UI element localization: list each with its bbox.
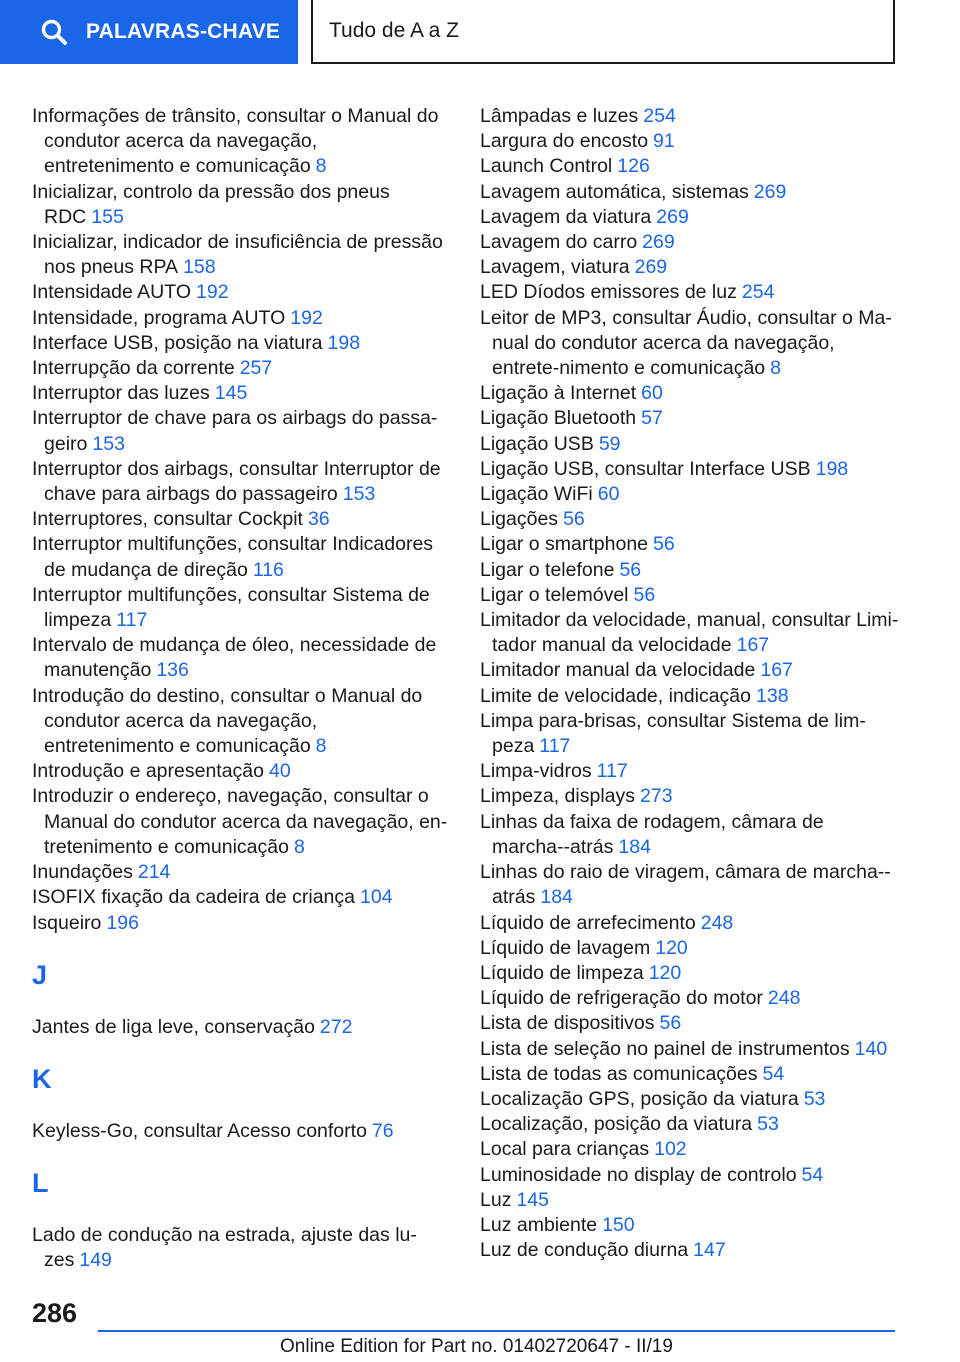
index-entry-text: Lavagem do carro (480, 231, 638, 254)
section-title (311, 0, 895, 64)
index-page-link[interactable]: 104 (360, 886, 393, 909)
index-entry-text: Interface USB, posição na viatura (32, 331, 323, 354)
index-entry (480, 432, 900, 457)
section-title-text: Tudo de A a Z (329, 19, 459, 42)
index-entry-text: Intensidade, programa AUTO (32, 306, 286, 329)
index-page-link[interactable]: 192 (290, 306, 323, 329)
index-entry (480, 406, 900, 431)
index-page-link[interactable]: 53 (757, 1113, 779, 1136)
index-page-link[interactable]: 102 (654, 1138, 687, 1161)
index-entry-text: Intervalo de mudança de óleo, necessidade de manutenção (32, 634, 437, 682)
index-entry-text: Keyless-Go, consultar Acesso conforto (32, 1119, 367, 1142)
index-entry (480, 205, 900, 230)
index-page-link[interactable]: 136 (156, 659, 189, 682)
index-section-letter: L (32, 1168, 49, 1199)
index-entry (480, 1037, 900, 1062)
index-entry-text: Luz de condução diurna (480, 1239, 689, 1262)
index-entry (480, 759, 900, 784)
index-entry (32, 457, 452, 507)
index-page-link[interactable]: 117 (539, 735, 571, 758)
index-entry (480, 482, 900, 507)
index-page-link[interactable]: 184 (618, 835, 651, 858)
index-entry (480, 104, 900, 129)
index-entry (480, 810, 900, 860)
index-entry (480, 1213, 900, 1238)
index-entry-text: Líquido de refrigeração do motor (480, 987, 763, 1010)
index-entry (32, 684, 452, 760)
index-page-link[interactable]: 254 (643, 105, 676, 127)
footer-divider (98, 1330, 895, 1332)
index-entry-text: Luz (480, 1188, 512, 1211)
index-entry (32, 306, 452, 331)
index-entry (480, 986, 900, 1011)
index-page-link[interactable]: 56 (653, 533, 675, 556)
index-entry-text: Líquido de limpeza (480, 961, 644, 984)
index-entry-text: Ligação USB (480, 432, 594, 455)
index-entry-text: Introdução do destino, consultar o Manual do condutor acerca da navegação, entretenimento e comunicação (32, 684, 423, 758)
index-entry (480, 1188, 900, 1213)
index-page-link[interactable]: 59 (598, 432, 621, 455)
index-page-link[interactable]: 273 (640, 785, 673, 808)
keywords-tab[interactable] (0, 0, 298, 64)
index-entry-text: Inicializar, controlo da pressão dos pneus RDC (32, 180, 390, 228)
index-entry (480, 180, 900, 205)
index-entry-text: Intensidade AUTO (32, 281, 191, 304)
index-page-link[interactable]: 167 (760, 659, 793, 682)
index-page-link[interactable]: 56 (619, 558, 642, 581)
index-entry (480, 784, 900, 809)
index-entry-text: Introdução e apresentação (32, 760, 265, 783)
index-page-link[interactable]: 147 (693, 1239, 726, 1262)
index-entry-text: Limpa para-brisas, consultar Sistema de lim-peza (480, 709, 866, 758)
index-entry-text: ISOFIX fixação da cadeira de criança (32, 886, 355, 909)
index-entry-text: Lâmpadas e luzes (480, 105, 639, 127)
index-entry (480, 1238, 900, 1263)
index-entry (480, 457, 900, 482)
index-entry (480, 532, 900, 557)
index-page-link[interactable]: 269 (656, 205, 689, 228)
index-entry (480, 1137, 900, 1162)
index-entry-text: Linhas do raio de viragem, câmara de marcha--atrás (480, 861, 891, 909)
index-entry (32, 230, 452, 280)
index-entry-text: Limpa-vidros (480, 760, 592, 783)
index-entry (480, 911, 900, 936)
index-entry-text: Limite de velocidade, indicação (480, 684, 752, 707)
index-entry-text: Informações de trânsito, consultar o Manual do condutor acerca da navegação, entretenimento e comunicação (32, 105, 439, 178)
index-page-link[interactable]: 257 (239, 357, 273, 380)
index-entry-text: Leitor de MP3, consultar Áudio, consultar o Ma-nual do condutor acerca da navegação, entrete-nimento e comunicação (480, 306, 892, 380)
search-icon (40, 18, 68, 46)
index-entry (480, 381, 900, 406)
index-page-link[interactable]: 167 (736, 634, 770, 657)
index-entry-text: Luz ambiente (480, 1213, 598, 1236)
index-page-link[interactable]: 198 (327, 331, 361, 354)
index-page-link[interactable]: 57 (641, 407, 663, 430)
index-page-link[interactable]: 54 (801, 1163, 824, 1186)
index-entry-text: Ligar o smartphone (480, 533, 649, 556)
index-page-link[interactable]: 158 (183, 256, 216, 279)
index-entry (480, 1062, 900, 1087)
index-entry (480, 961, 900, 986)
index-page-link[interactable]: 60 (641, 382, 663, 405)
index-page-link[interactable]: 36 (307, 508, 330, 531)
index-entry (32, 507, 452, 532)
index-entry-text: Largura do encosto (480, 130, 649, 153)
footer-edition: Online Edition for Part no. 01402720647 - II/19 (280, 1336, 673, 1357)
index-entry (32, 633, 452, 683)
index-entry (32, 356, 452, 381)
index-page-link[interactable]: 254 (741, 281, 775, 304)
index-entry (480, 709, 900, 759)
index-entry (32, 406, 452, 456)
index-entry (480, 230, 900, 255)
index-page-link[interactable]: 116 (252, 558, 284, 581)
index-entry-text: Lavagem da viatura (480, 205, 652, 228)
index-page-link[interactable]: 8 (770, 357, 782, 380)
index-page-link[interactable]: 56 (633, 583, 656, 606)
index-entry-text: Localização GPS, posição da viatura (480, 1087, 799, 1110)
index-page-link[interactable]: 150 (602, 1213, 635, 1236)
index-entry-text: Ligação WiFi (480, 483, 593, 506)
index-page-link[interactable]: 269 (642, 231, 675, 254)
index-entry (32, 860, 452, 885)
index-page-link[interactable]: 196 (106, 911, 139, 934)
index-page-link[interactable]: 53 (803, 1087, 826, 1110)
index-entry-text: Ligar o telefone (480, 558, 615, 581)
index-entry-text: Local para crianças (480, 1138, 650, 1161)
index-entry-text: Luminosidade no display de controlo (480, 1163, 797, 1186)
index-page-link[interactable]: 76 (371, 1119, 394, 1142)
index-page-link[interactable]: 120 (655, 936, 688, 959)
index-entry-text: Líquido de arrefecimento (480, 911, 696, 934)
index-entry-text: Launch Control (480, 155, 613, 178)
index-page-link[interactable]: 248 (700, 911, 734, 934)
index-page-link[interactable]: 8 (315, 735, 327, 758)
index-entry-text: Introduzir o endereço, navegação, consultar o Manual do condutor acerca da navegação, en-tretenimento e comunicação (32, 785, 448, 858)
index-page-link[interactable]: 153 (92, 432, 125, 455)
index-page-link[interactable]: 117 (596, 760, 628, 783)
index-entry (480, 1087, 900, 1112)
index-entry-text: Líquido de lavagem (480, 936, 651, 959)
index-entry (32, 280, 452, 305)
index-entry-text: Lista de todas as comunicações (480, 1062, 758, 1085)
index-entry-text: Localização, posição da viatura (480, 1113, 753, 1136)
index-entry (32, 784, 452, 860)
index-entry (32, 1223, 452, 1273)
index-entry (480, 1112, 900, 1137)
index-page-link[interactable]: 269 (753, 180, 787, 203)
index-page-link[interactable]: 8 (293, 835, 305, 858)
index-entry (480, 658, 900, 683)
index-entry (32, 1015, 452, 1040)
index-entry-text: Limpeza, displays (480, 785, 635, 808)
index-entry (480, 558, 900, 583)
index-entry (480, 608, 900, 658)
index-page-link[interactable]: 155 (91, 205, 124, 228)
index-page-link[interactable]: 153 (342, 483, 376, 506)
keywords-tab-label: PALAVRAS-CHAVE (86, 20, 281, 43)
index-page-link[interactable]: 214 (137, 861, 171, 884)
page-number: 286 (32, 1298, 78, 1328)
index-entry-text: Ligação USB, consultar Interface USB (480, 457, 811, 480)
index-column-left (32, 104, 452, 1274)
index-entry-text: Jantes de liga leve, conservação (32, 1015, 315, 1038)
index-entry (480, 860, 900, 910)
index-entry-text: Interruptor das luzes (32, 382, 210, 405)
index-page-link[interactable]: 272 (319, 1015, 353, 1038)
index-entry-text: Interruptor multifunções, consultar Sistema de limpeza (32, 583, 430, 632)
index-entry (32, 885, 452, 910)
index-page-link[interactable]: 120 (648, 961, 682, 984)
index-entry (480, 280, 900, 305)
index-entry (480, 1163, 900, 1188)
index-entry-text: Interrupção da corrente (32, 357, 235, 380)
index-entry-text: Limitador manual da velocidade (480, 659, 756, 682)
index-entry (32, 1119, 452, 1144)
index-page-link[interactable]: 184 (540, 886, 573, 909)
index-entry-text: Lado de condução na estrada, ajuste das lu-zes (32, 1224, 417, 1272)
index-entry-text: Ligação Bluetooth (480, 407, 637, 430)
index-entry-text: Interruptores, consultar Cockpit (32, 508, 303, 531)
index-entry (480, 154, 900, 179)
index-entry-text: Inicializar, indicador de insuficiência de pressão nos pneus RPA (32, 231, 443, 279)
index-entry (32, 759, 452, 784)
index-entry (32, 583, 452, 633)
index-entry-text: Isqueiro (32, 911, 102, 934)
index-entry (32, 180, 452, 230)
index-entry (480, 129, 900, 154)
index-page-link[interactable]: 40 (269, 760, 291, 783)
index-entry (480, 936, 900, 961)
index-page-link[interactable]: 198 (815, 457, 849, 480)
index-entry (32, 381, 452, 406)
index-section-letter: J (32, 959, 48, 990)
index-entry (480, 255, 900, 280)
index-entry-text: Inundações (32, 861, 133, 884)
index-entry-text: Interruptor dos airbags, consultar Interruptor de chave para airbags do passageiro (32, 457, 441, 506)
index-entry (480, 1011, 900, 1036)
index-page-link[interactable]: 60 (597, 483, 620, 506)
index-section-letter: K (32, 1063, 52, 1094)
index-page-link[interactable]: 56 (563, 508, 585, 531)
index-entry-text: Ligar o telemóvel (480, 583, 629, 606)
index-page-link[interactable]: 145 (214, 382, 248, 405)
index-page-link[interactable]: 140 (854, 1037, 888, 1060)
index-page-link[interactable]: 126 (617, 155, 650, 178)
index-entry (480, 684, 900, 709)
index-page-link[interactable]: 248 (767, 987, 801, 1010)
index-entry (32, 532, 452, 582)
index-page-link[interactable]: 192 (196, 281, 229, 304)
index-entry (32, 104, 452, 180)
index-page-link[interactable]: 91 (653, 130, 675, 153)
index-entry-text: LED Díodos emissores de luz (480, 281, 737, 304)
index-entry (480, 306, 900, 382)
index-entry-text: Ligação à Internet (480, 382, 637, 405)
index-page-link[interactable]: 54 (762, 1062, 785, 1085)
index-entry (32, 911, 452, 936)
index-page-link[interactable]: 145 (516, 1188, 549, 1211)
index-entry (32, 331, 452, 356)
index-entry-text: Interruptor de chave para os airbags do passa-geiro (32, 407, 438, 455)
index-page-link[interactable]: 8 (315, 155, 327, 178)
index-entry-text: Limitador da velocidade, manual, consultar Limi-tador manual da velocidade (480, 609, 899, 657)
index-entry-text: Lavagem automática, sistemas (480, 180, 749, 203)
index-page-link[interactable]: 117 (116, 609, 148, 632)
index-page-link[interactable]: 56 (659, 1012, 682, 1035)
index-entry-text: Lista de seleção no painel de instrumentos (480, 1037, 850, 1060)
index-entry-text: Lavagem, viatura (480, 256, 630, 279)
index-entry-text: Ligações (480, 508, 559, 531)
index-column-right (480, 104, 900, 1263)
index-page-link[interactable]: 149 (79, 1249, 112, 1272)
index-page-link[interactable]: 138 (756, 684, 789, 707)
index-entry-text: Lista de dispositivos (480, 1012, 655, 1035)
index-entry (480, 507, 900, 532)
index-entry-text: Linhas da faixa de rodagem, câmara de marcha--atrás (480, 810, 824, 858)
index-page-link[interactable]: 269 (634, 256, 668, 279)
index-entry-text: Interruptor multifunções, consultar Indicadores de mudança de direção (32, 533, 434, 581)
index-entry (480, 583, 900, 608)
